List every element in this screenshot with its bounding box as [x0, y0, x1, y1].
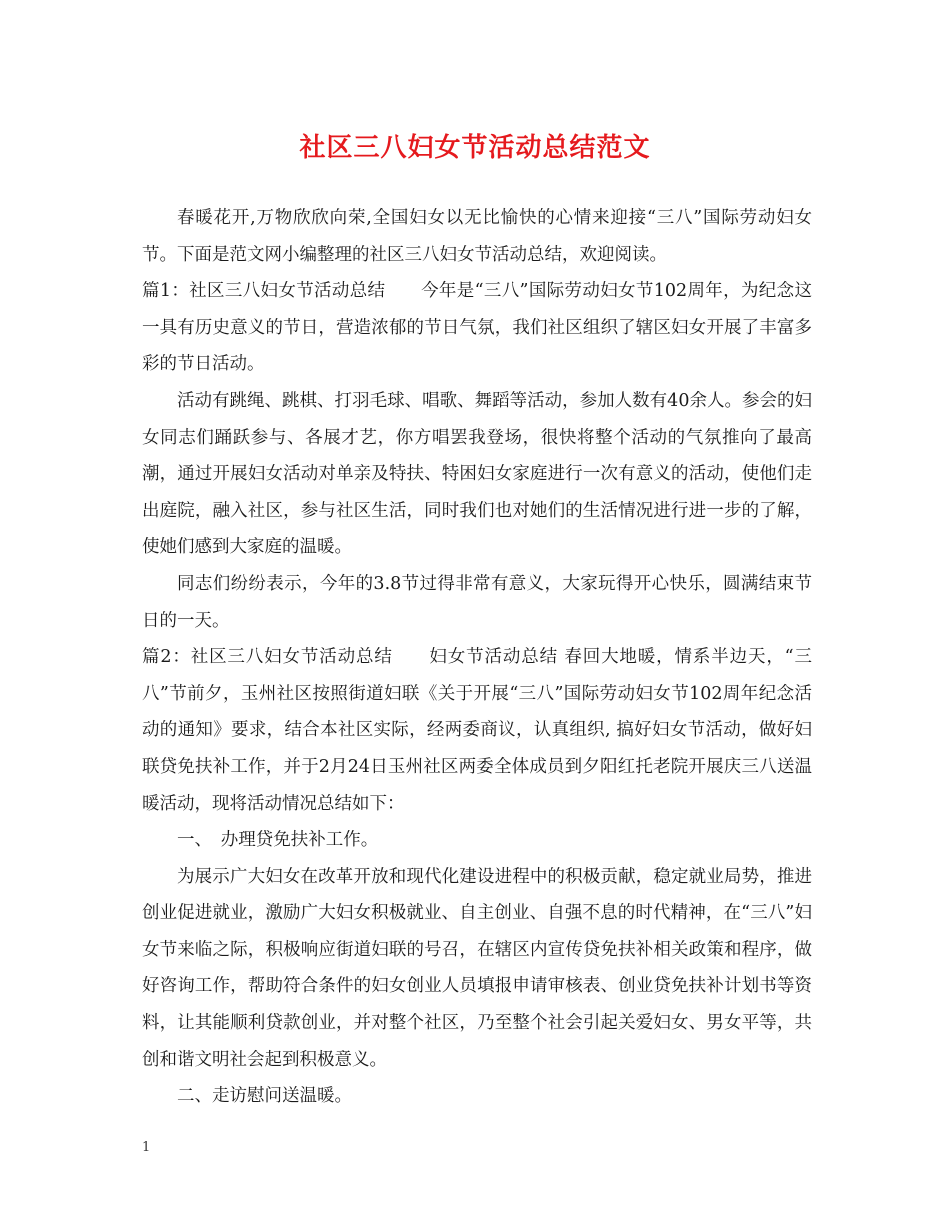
- paragraph-loan: 为展示广大妇女在改革开放和现代化建设进程中的积极贡献，稳定就业局势，推进创业促进就业，激励广大妇女积极就业、自主创业、自强不息的时代精神，在“三八”妇女节来临之际，积极响应街道妇联的号召，在辖区内宣传贷免扶补相关政策和程序，做好咨询工作，帮助符合条件的妇女创业人员填报申请审核表、创业贷免扶补计划书等资料，让其能顺利贷款创业，并对整个社区，乃至整个社会引起关爱妇女、男女平等，共创和谐文明社会起到积极意义。: [142, 866, 812, 1070]
- document-body: [142, 200, 812, 1115]
- document-title: 社区三八妇女节活动总结范文: [299, 133, 651, 163]
- paragraph-feedback: 同志们纷纷表示，今年的3.8节过得非常有意义，大家玩得开心快乐，圆满结束节日的一天。: [142, 573, 812, 631]
- page-number: 1: [142, 1140, 151, 1155]
- paragraph-part1-heading: 篇1：社区三八妇女节活动总结 今年是“三八”国际劳动妇女节102周年，为纪念这一具有历史意义的节日，营造浓郁的节日气氛，我们社区组织了辖区妇女开展了丰富多彩的节日活动。: [142, 281, 812, 375]
- paragraph-part2-heading: 篇2：社区三八妇女节活动总结 妇女节活动总结 春回大地暖，情系半边天，“三八”节前夕，玉州社区按照街道妇联《关于开展“三八”国际劳动妇女节102周年纪念活动的通知》要求，结合本社区实际，经两委商议，认真组织, 搞好妇女节活动，做好妇联贷免扶补工作，并于2月24日玉州社区两委全体成员到夕阳红托老院开展庆三八送温暖活动，现将活动情况总结如下：: [142, 647, 812, 814]
- section-heading-visit: 二、走访慰问送温暖。: [177, 1086, 352, 1107]
- section-heading-loan: 一、 办理贷免扶补工作。: [177, 830, 379, 851]
- paragraph-activities: 活动有跳绳、跳棋、打羽毛球、唱歌、舞蹈等活动，参加人数有40余人。参会的妇女同志们踊跃参与、各展才艺，你方唱罢我登场，很快将整个活动的气氛推向了最高潮，通过开展妇女活动对单亲及特扶、特困妇女家庭进行一次有意义的活动，使他们走出庭院，融入社区，参与社区生活，同时我们也对她们的生活情况进行进一步的了解，使她们感到大家庭的温暖。: [142, 390, 812, 558]
- paragraph-intro: 春暖花开,万物欣欣向荣,全国妇女以无比愉快的心情来迎接“三八”国际劳动妇女节。下面是范文网小编整理的社区三八妇女节活动总结，欢迎阅读。: [142, 208, 812, 265]
